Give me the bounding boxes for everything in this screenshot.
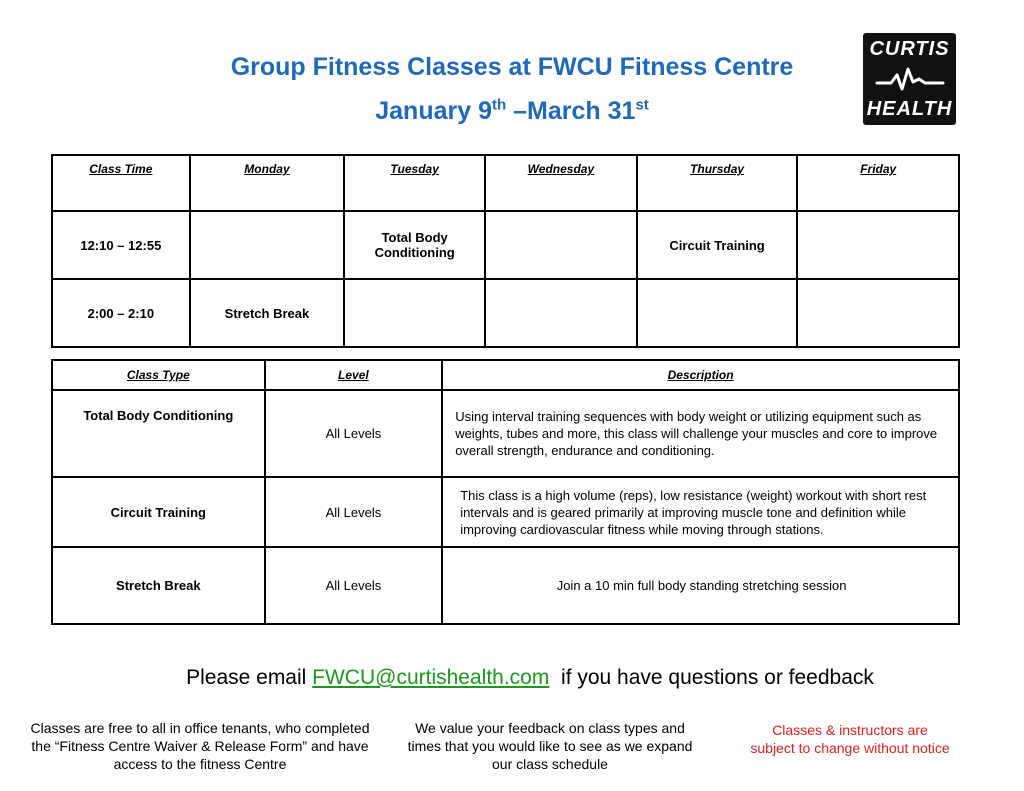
class-description: Join a 10 min full body standing stretching session [442,547,959,624]
header-tuesday: Tuesday [344,155,485,211]
header-class-time: Class Time [52,155,190,211]
end-date: March 31 [527,97,636,125]
contact-prefix: Please email [186,666,313,689]
header-level: Level [265,360,443,390]
header-class-type: Class Type [52,360,265,390]
contact-suffix: if you have questions or feedback [549,666,874,689]
start-date: January 9 [375,97,492,125]
logo-line-2: HEALTH [866,98,953,120]
class-type-row [52,477,959,547]
class-type-row [52,390,959,477]
schedule-cell: Total Body Conditioning [344,211,485,279]
schedule-table [51,154,960,348]
schedule-cell [485,279,637,347]
schedule-cell [797,211,959,279]
time-cell: 12:10 – 12:55 [52,211,190,279]
header-description: Description [442,360,959,390]
curtis-health-logo [863,33,956,125]
time-cell: 2:00 – 2:10 [52,279,190,347]
email-link[interactable]: FWCU@curtishealth.com [312,666,550,689]
header-monday: Monday [190,155,345,211]
contact-line [0,666,1024,690]
page-title: Group Fitness Classes at FWCU Fitness Centre [230,53,794,81]
schedule-row [52,279,959,347]
end-date-suffix: st [635,96,649,114]
schedule-cell: Stretch Break [190,279,345,347]
date-separator: – [506,97,528,125]
class-description: This class is a high volume (reps), low resistance (weight) workout with short rest intervals and is geared primarily at improving muscle tone and definition while improving cardiovascular fitness while moving through stations. [442,477,959,547]
footer-change-notice: Classes & instructors are subject to change without notice [750,722,950,756]
header-friday: Friday [797,155,959,211]
class-name: Total Body Conditioning [52,390,265,477]
footer-eligibility-note: Classes are free to all in office tenants, who completed the “Fitness Centre Waiver & Release Form” and have access to the fitness Centre [30,720,370,772]
class-type-row [52,547,959,624]
footer-feedback-note: We value your feedback on class types and times that you would like to see as we expand our class schedule [407,720,693,772]
class-types-header-row [52,360,959,390]
schedule-cell [190,211,345,279]
schedule-cell [637,279,798,347]
class-name: Circuit Training [52,477,265,547]
header-wednesday: Wednesday [485,155,637,211]
class-level: All Levels [265,390,443,477]
class-name: Stretch Break [52,547,265,624]
class-description: Using interval training sequences with body weight or utilizing equipment such as weights, tubes and more, this class will challenge your muscles and core to improve overall strength, endurance and conditioning. [442,390,959,477]
start-date-suffix: th [491,96,507,114]
heartbeat-icon [875,66,945,92]
schedule-cell [797,279,959,347]
class-level: All Levels [265,477,443,547]
logo-line-1: CURTIS [869,38,950,60]
schedule-header-row [52,155,959,211]
header-thursday: Thursday [637,155,798,211]
class-level: All Levels [265,547,443,624]
schedule-cell [485,211,637,279]
schedule-row [52,211,959,279]
class-types-table [51,359,960,625]
schedule-cell: Circuit Training [637,211,798,279]
schedule-cell [344,279,485,347]
